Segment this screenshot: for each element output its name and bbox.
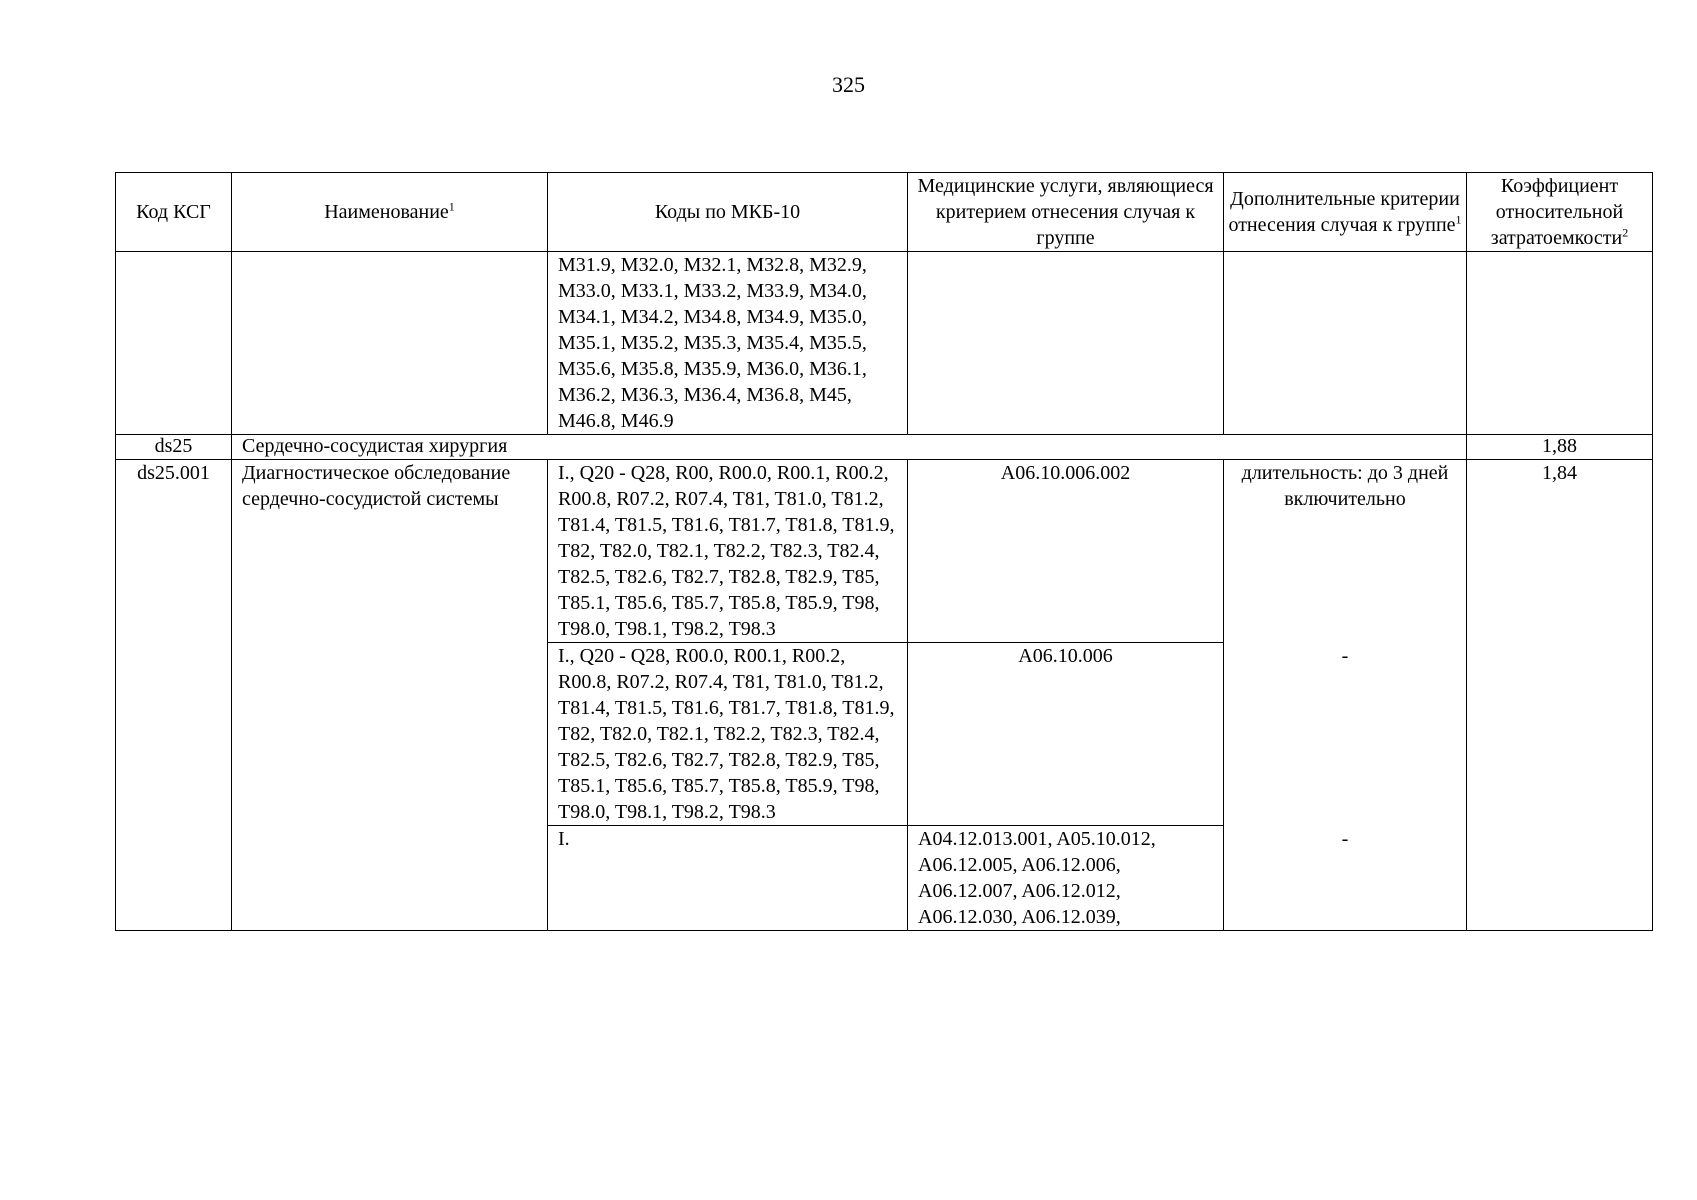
footnote-marker: 1 (1455, 212, 1462, 227)
cell-ksg-code: ds25.001 (116, 460, 232, 931)
ksg-table (115, 172, 1653, 931)
table-row-group (116, 435, 1653, 460)
footnote-marker: 1 (448, 199, 455, 214)
cell-ksg-code: ds25 (116, 435, 232, 460)
page-number: 325 (832, 72, 865, 97)
cell-name (232, 252, 548, 435)
table-row-ksg (116, 460, 1653, 643)
table-header-row (116, 173, 1653, 252)
cell-additional-criteria: - (1224, 643, 1467, 826)
cell-ksg-code (116, 252, 232, 435)
cell-medical-services: A06.10.006 (908, 643, 1224, 826)
footnote-marker: 2 (1622, 225, 1629, 240)
cell-icd-codes: I., Q20 - Q28, R00, R00.0, R00.1, R00.2, R00.8, R07.2, R07.4, T81, T81.0, T81.2, T81.4, T81.5, T81.6, T81.7, T81.8, T81.9, T82, T82.0, T82.1, T82.2, T82.3, T82.4, T82.5, T82.6, T82.7, T82.8, T82.9, T85, T85.1, T85.6, T85.7, T85.8, T85.9, T98, T98.0, T98.1, T98.2, T98.3 (548, 460, 908, 643)
cell-additional-criteria (1224, 252, 1467, 435)
header-medical-services: Медицинские услуги, являющиеся критерием отнесения случая к группе (908, 173, 1224, 252)
cell-cost-coefficient: 1,84 (1467, 460, 1653, 931)
table-row-continuation (116, 252, 1653, 435)
header-cost-coefficient: Коэффициент относительной затратоемкости$^2$ (1467, 173, 1653, 252)
header-ksg-code: Код КСГ (116, 173, 232, 252)
cell-icd-codes: I. (548, 826, 908, 931)
cell-cost-coefficient (1467, 252, 1653, 435)
cell-group-name: Сердечно-сосудистая хирургия (232, 435, 1467, 460)
cell-additional-criteria: длительность: до 3 дней включительно (1224, 460, 1467, 643)
cell-icd-codes: M31.9, M32.0, M32.1, M32.8, M32.9, M33.0, M33.1, M33.2, M33.9, M34.0, M34.1, M34.2, M34.8, M34.9, M35.0, M35.1, M35.2, M35.3, M35.4, M35.5, M35.6, M35.8, M35.9, M36.0, M36.1, M36.2, M36.3, M36.4, M36.8, M45, M46.8, M46.9 (548, 252, 908, 435)
cell-icd-codes: I., Q20 - Q28, R00.0, R00.1, R00.2, R00.8, R07.2, R07.4, T81, T81.0, T81.2, T81.4, T81.5, T81.6, T81.7, T81.8, T81.9, T82, T82.0, T82.1, T82.2, T82.3, T82.4, T82.5, T82.6, T82.7, T82.8, T82.9, T85, T85.1, T85.6, T85.7, T85.8, T85.9, T98, T98.0, T98.1, T98.2, T98.3 (548, 643, 908, 826)
cell-additional-criteria: - (1224, 826, 1467, 931)
cell-medical-services (908, 252, 1224, 435)
header-additional-criteria: Дополнительные критерии отнесения случая к группе$^1$ (1224, 173, 1467, 252)
header-name: Наименование$^1$ (232, 173, 548, 252)
cell-cost-coefficient: 1,88 (1467, 435, 1653, 460)
cell-medical-services: A04.12.013.001, A05.10.012, A06.12.005, A06.12.006, A06.12.007, A06.12.012, A06.12.030, A06.12.039, (908, 826, 1224, 931)
cell-medical-services: A06.10.006.002 (908, 460, 1224, 643)
cell-name: Диагностическое обследование сердечно-сосудистой системы (232, 460, 548, 931)
header-icd-codes: Коды по МКБ-10 (548, 173, 908, 252)
